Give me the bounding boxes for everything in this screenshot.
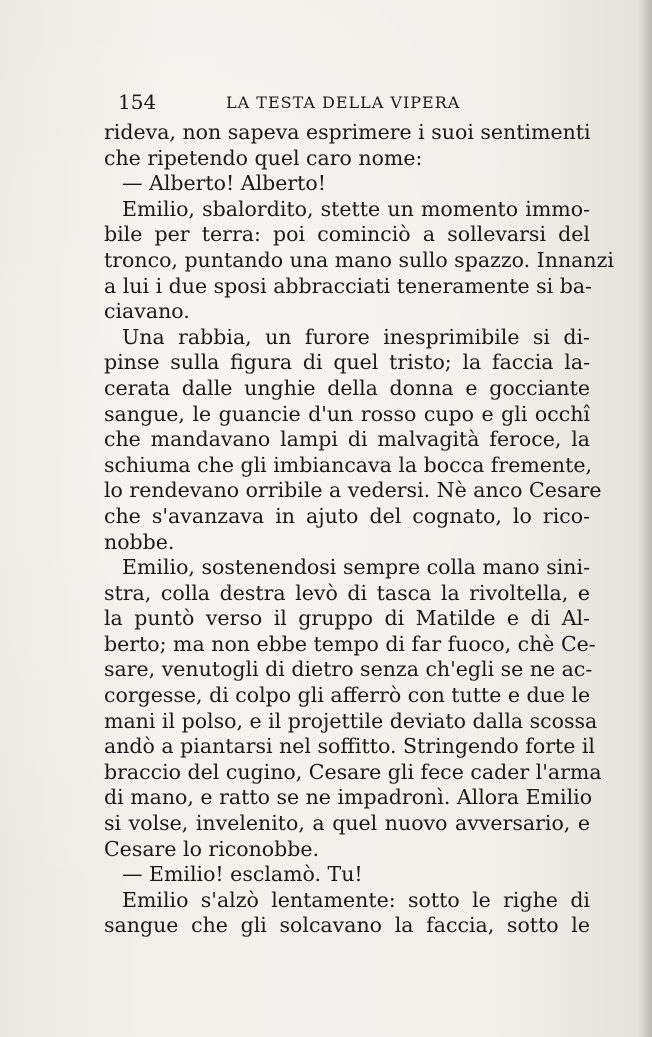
text-line: ciavano.: [104, 299, 190, 324]
text-line: Emilio, sbalordito, stette un momento immo-: [122, 196, 590, 221]
text-line: andò a piantarsi nel soffitto. Stringendo forte il: [104, 734, 595, 759]
text-line: berto; ma non ebbe tempo di far fuoco, chè Ce-: [104, 631, 596, 656]
text-line: sare, venutogli di dietro senza ch'egli se ne ac-: [104, 657, 593, 682]
page-header: [118, 90, 598, 120]
text-line: — Emilio! esclamò. Tu!: [122, 862, 363, 887]
text-line: Una rabbia, un furore inesprimibile si di-: [122, 324, 590, 349]
text-line: — Alberto! Alberto!: [122, 171, 326, 196]
text-line: braccio del cugino, Cesare gli fece cader l'arma: [104, 759, 602, 784]
text-line: Emilio, sostenendosi sempre colla mano sini-: [122, 555, 590, 580]
text-line: la puntò verso il gruppo di Matilde e di Al-: [104, 606, 590, 631]
text-line: lo rendevano orribile a vedersi. Nè anco Cesare: [104, 478, 602, 503]
running-title: LA TESTA DELLA VIPERA: [226, 93, 461, 112]
text-line: rideva, non sapeva esprimere i suoi sentimenti: [104, 120, 591, 144]
text-line: nobbe.: [104, 529, 175, 554]
text-line: di mano, e ratto se ne impadronì. Allora Emilio: [104, 785, 593, 810]
text-line: pinse sulla figura di quel tristo; la faccia la-: [104, 350, 590, 375]
text-line: bile per terra: poi cominciò a sollevarsi del: [104, 222, 590, 247]
text-line: sangue, le guancie d'un rosso cupo e gli occhî: [104, 401, 590, 426]
text-line: mani il polso, e il projettile deviato dalla scossa: [104, 708, 598, 733]
text-line: si volse, invelenito, a quel nuovo avversario, e: [104, 811, 590, 836]
text-line: Emilio s'alzò lentamente: sotto le righe di: [122, 887, 590, 912]
text-line: che mandavano lampi di malvagità feroce, la: [104, 427, 590, 452]
text-line: sangue che gli solcavano la faccia, sotto le: [104, 913, 590, 938]
page-number: 154: [118, 90, 157, 114]
text-line: cerata dalle unghie della donna e gocciante: [104, 375, 590, 400]
text-line: che s'avanzava in ajuto del cognato, lo rico-: [104, 503, 590, 528]
text-line: Cesare lo riconobbe.: [104, 836, 320, 861]
body-text: [104, 120, 614, 939]
text-line: tronco, puntando una mano sullo spazzo. Innanzi: [104, 247, 614, 272]
text-line: schiuma che gli imbiancava la bocca fremente,: [104, 452, 592, 477]
text-line: che ripetendo quel caro nome:: [104, 145, 423, 170]
text-line: stra, colla destra levò di tasca la rivoltella, e: [104, 580, 590, 605]
text-line: a lui i due sposi abbracciati teneramente si ba-: [104, 273, 592, 298]
text-line: corgesse, di colpo gli afferrò con tutte e due le: [104, 683, 591, 708]
page-edge-shadow: [638, 0, 652, 1037]
